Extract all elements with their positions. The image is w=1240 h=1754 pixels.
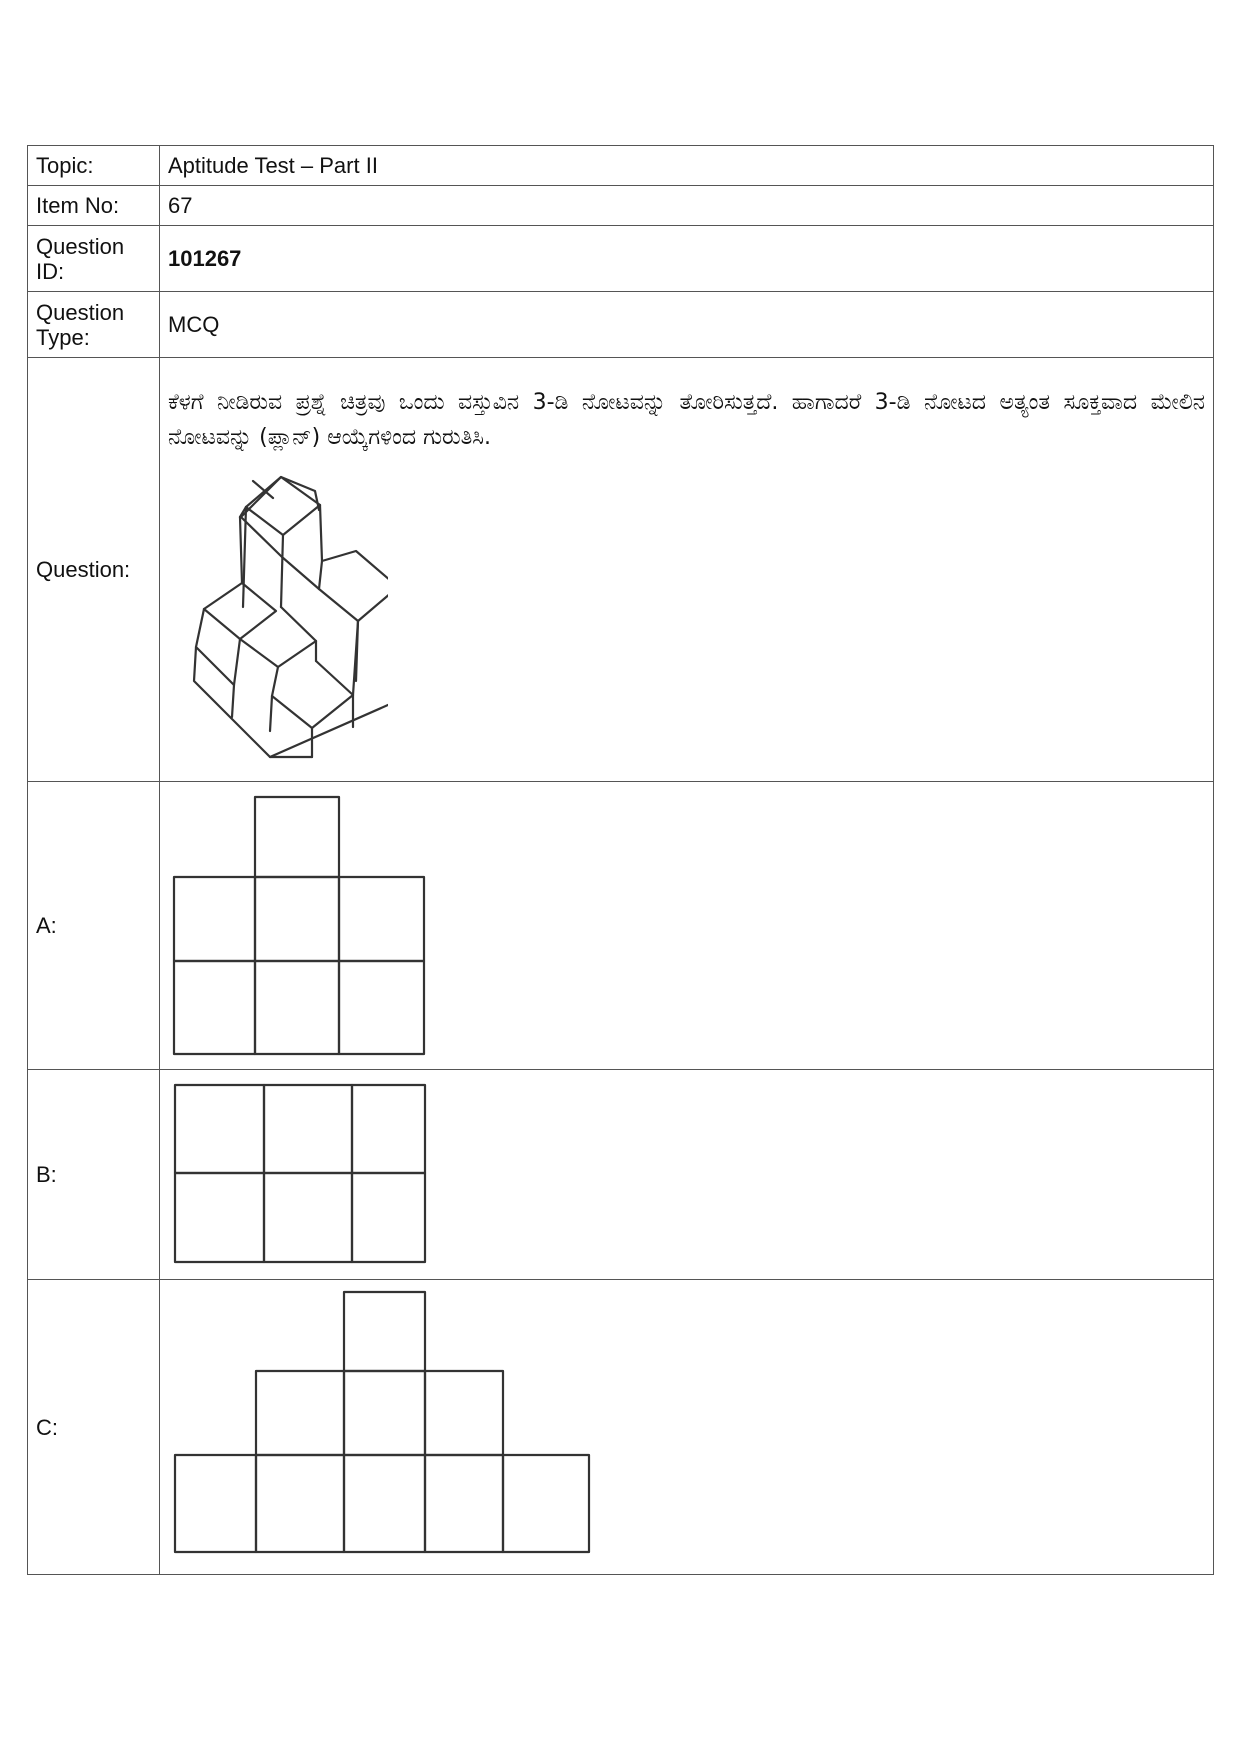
isometric-cube-figure: [168, 455, 388, 765]
grid-cell: [256, 1455, 344, 1552]
grid-cell: [425, 1371, 503, 1455]
option-a-label: A:: [28, 782, 160, 1070]
option-c-figure: [168, 1287, 598, 1567]
option-a-cell[interactable]: [160, 782, 1214, 1070]
question-label: Question:: [28, 358, 160, 782]
question-text: ಕೆಳಗೆ ನೀಡಿರುವ ಪ್ರಶ್ನೆ ಚಿತ್ರವು ಒಂದು ವಸ್ತುವಿನ 3-ಡಿ ನೋಟವನ್ನು ತೋರಿಸುತ್ತದೆ. ಹಾಗಾದರೆ 3-ಡಿ ನೋಟದ ಅತ್ಯಂತ ಸೂಕ್ತವಾದ ಮೇಲಿನ ನೋಟವನ್ನು (ಪ್ಲಾನ್) ಆಯ್ಕೆಗಳಿಂದ ಗುರುತಿಸಿ.: [168, 389, 1205, 450]
grid-cell: [264, 1173, 352, 1262]
figure-top-face: [319, 551, 388, 621]
grid-cell: [255, 797, 339, 877]
grid-cell: [344, 1292, 425, 1371]
figure-edge: [241, 517, 282, 557]
item-no-label: Item No:: [28, 186, 160, 226]
grid-cell: [344, 1371, 425, 1455]
option-c-label: C:: [28, 1280, 160, 1575]
question-sheet: [27, 145, 1214, 1575]
question-id-value: 101267: [160, 226, 1214, 292]
grid-cell: [344, 1455, 425, 1552]
grid-cell: [175, 1455, 256, 1552]
question-type-row: [28, 292, 1214, 358]
grid-cell: [256, 1371, 344, 1455]
grid-cell: [503, 1455, 589, 1552]
grid-cell: [255, 877, 339, 961]
option-c-cell[interactable]: [160, 1280, 1214, 1575]
figure-edge: [282, 557, 319, 589]
option-b-cell[interactable]: [160, 1070, 1214, 1280]
item-no-value: 67: [160, 186, 1214, 226]
figure-edge: [240, 517, 242, 583]
option-b-row[interactable]: [28, 1070, 1214, 1280]
option-a-row[interactable]: [28, 782, 1214, 1070]
figure-top-face: [204, 583, 276, 639]
grid-cell: [264, 1085, 352, 1173]
option-c-row[interactable]: [28, 1280, 1214, 1575]
figure-edge: [272, 667, 278, 696]
option-b-figure: [168, 1080, 428, 1270]
figure-edge: [270, 696, 272, 731]
topic-row: [28, 146, 1214, 186]
question-row: [28, 358, 1214, 782]
grid-cell: [174, 877, 255, 961]
question-cell: [160, 358, 1214, 782]
question-type-label: Question Type:: [28, 292, 160, 358]
figure-edge: [281, 535, 283, 607]
question-type-value: MCQ: [160, 292, 1214, 358]
question-id-label: Question ID:: [28, 226, 160, 292]
item-no-row: [28, 186, 1214, 226]
grid-cell: [175, 1173, 264, 1262]
option-b-label: B:: [28, 1070, 160, 1280]
grid-cell: [352, 1173, 425, 1262]
question-id-row: [28, 226, 1214, 292]
grid-cell: [339, 877, 424, 961]
grid-cell: [174, 961, 255, 1054]
figure-edge: [232, 685, 234, 717]
figure-edge: [240, 607, 316, 667]
grid-cell: [352, 1085, 425, 1173]
grid-cell: [255, 961, 339, 1054]
figure-edge: [320, 505, 322, 561]
figure-edge: [272, 661, 353, 728]
grid-cell: [425, 1455, 503, 1552]
topic-label: Topic:: [28, 146, 160, 186]
grid-cell: [175, 1085, 264, 1173]
option-a-figure: [168, 791, 428, 1061]
topic-value: Aptitude Test – Part II: [160, 146, 1214, 186]
grid-cell: [339, 961, 424, 1054]
